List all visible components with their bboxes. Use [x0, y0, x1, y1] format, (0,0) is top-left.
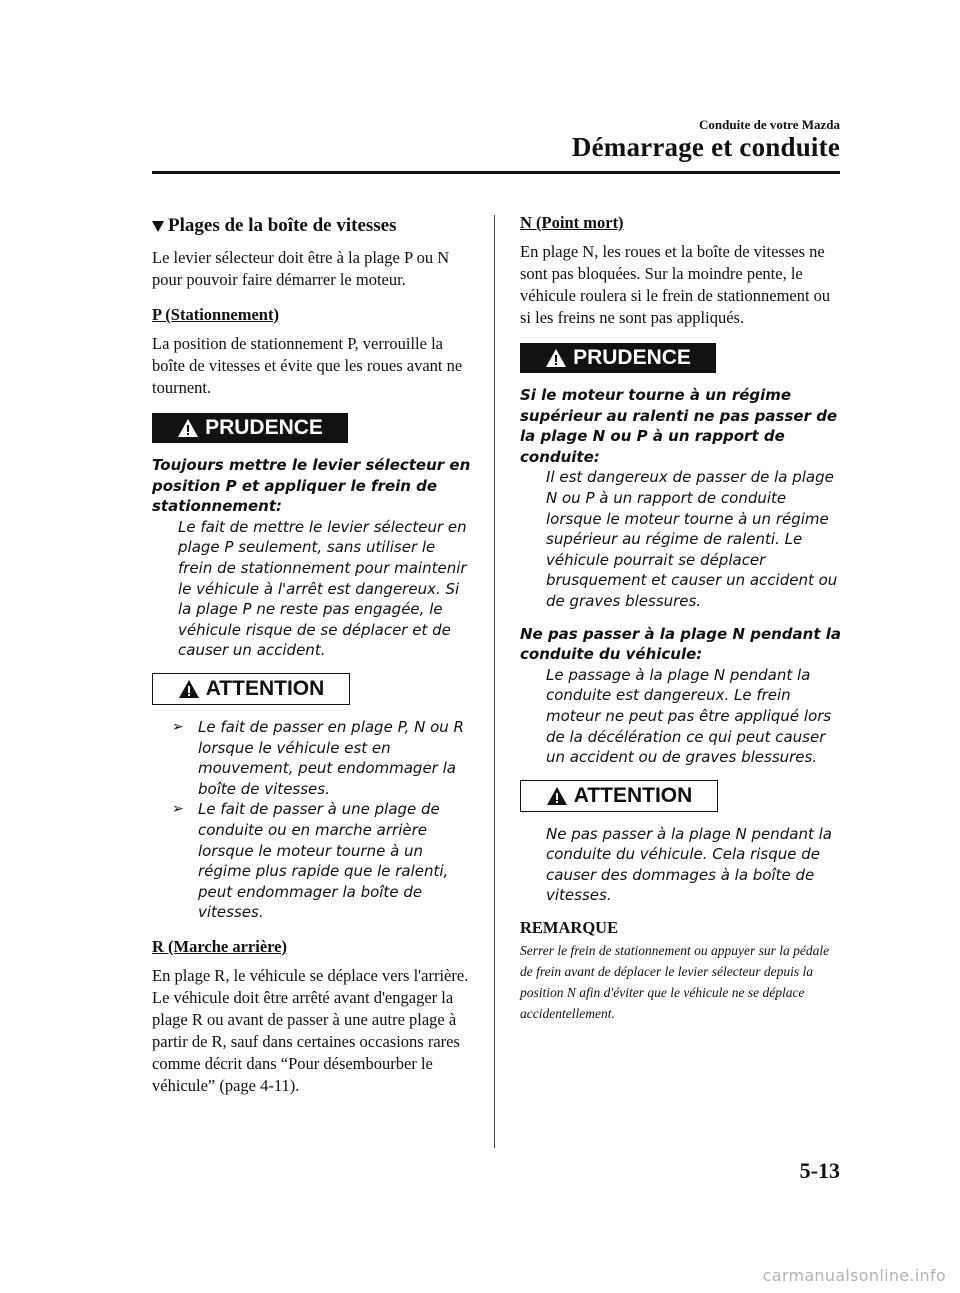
chapter-title: Démarrage et conduite: [571, 132, 840, 162]
r-text: En plage R, le véhicule se déplace vers l'arrière. Le véhicule doit être arrêté avant d'engager la plage R ou avant de passer à une autre plage à partir de R, sauf dans certaines occasions rares comme décrit dans “Pour désembourber le véhicule” (page 4-11).: [152, 965, 469, 1095]
right-column: [520, 205, 842, 1024]
remarque-label: REMARQUE: [520, 918, 619, 938]
prudence-bold: Si le moteur tourne à un régime supérieur au ralenti ne pas passer de la plage N ou P à un rapport de conduite:: [520, 386, 838, 466]
attention-item-text: Le fait de passer à une plage de conduite ou en marche arrière lorsque le moteur tourne à un régime plus rapide que le ralenti, peut endommager la boîte de vitesses.: [198, 800, 449, 922]
prudence-bold: Ne pas passer à la plage N pendant la conduite du véhicule:: [520, 624, 841, 664]
warning-triangle-icon: [177, 418, 199, 438]
prudence-bold: Toujours mettre le levier sélecteur en position P et appliquer le frein de stationnement:: [152, 456, 471, 516]
attention-banner: [152, 673, 350, 705]
chapter-subtitle: Conduite de votre Mazda: [699, 117, 840, 132]
prudence-text: Le fait de mettre le levier sélecteur en plage P seulement, sans utiliser le frein de stationnement pour maintenir le véhicule à l'arrêt est dangereux. Si la plage P ne reste pas engagée, le véhicule risque de se déplacer et de causer un accident.: [178, 517, 467, 660]
attention-label: ATTENTION: [573, 783, 693, 807]
prudence-label: PRUDENCE: [205, 416, 323, 439]
warning-triangle-icon: [546, 786, 568, 806]
column-divider: [494, 215, 495, 1148]
p-text: La position de stationnement P, verrouille la boîte de vitesses et évite que les roues avant ne tournent.: [152, 334, 463, 397]
attention-label: ATTENTION: [205, 676, 325, 700]
triangle-bullet-icon: [152, 221, 164, 232]
intro-text: Le levier sélecteur doit être à la plage P ou N pour pouvoir faire démarrer le moteur.: [152, 248, 450, 289]
page-number: 5-13: [799, 1158, 840, 1183]
prudence-text: Il est dangereux de passer de la plage N ou P à un rapport de conduite lorsque le moteur tourne à un régime supérieur au régime de ralenti. Le véhicule pourrait se déplacer brusquement et causer un accident ou de graves blessures.: [546, 468, 838, 610]
prudence-banner: [152, 413, 348, 443]
watermark: carmanualsonline.info: [762, 1266, 946, 1285]
left-column: [152, 205, 474, 1111]
section-heading: [152, 215, 474, 237]
prudence-banner: [520, 343, 716, 373]
r-heading: R (Marche arrière): [152, 936, 287, 956]
attention-item: [152, 717, 474, 799]
n-text: En plage N, les roues et la boîte de vitesses ne sont pas bloquées. Sur la moindre pente, le véhicule roulera si le frein de stationnement ou si les freins ne sont pas appliqués.: [520, 242, 831, 327]
attention-banner: [520, 780, 718, 812]
n-heading: N (Point mort): [520, 213, 624, 232]
header-rule: [152, 171, 840, 174]
attention-item-text: Le fait de passer en plage P, N ou R lorsque le véhicule est en mouvement, peut endommager la boîte de vitesses.: [198, 717, 464, 798]
remarque-text: Serrer le frein de stationnement ou appuyer sur la pédale de frein avant de déplacer le levier sélecteur depuis la position N afin d'éviter que le véhicule ne se déplace accidentellement.: [520, 943, 830, 1022]
warning-triangle-icon: [178, 679, 200, 699]
warning-triangle-icon: [545, 348, 567, 368]
p-heading: P (Stationnement): [152, 305, 279, 324]
prudence-text: Le passage à la plage N pendant la conduite est dangereux. Le frein moteur ne peut pas être appliqué lors de la décélération ce qui peut causer un accident ou de graves blessures.: [546, 665, 832, 767]
section-title: Plages de la boîte de vitesses: [168, 215, 397, 236]
attention-text: Ne pas passer à la plage N pendant la conduite du véhicule. Cela risque de causer des dommages à la boîte de vitesses.: [546, 824, 832, 905]
arrow-bullet-icon: ➢: [172, 801, 184, 818]
arrow-bullet-icon: ➢: [172, 718, 184, 735]
attention-item: [152, 799, 474, 923]
prudence-label: PRUDENCE: [573, 346, 691, 369]
